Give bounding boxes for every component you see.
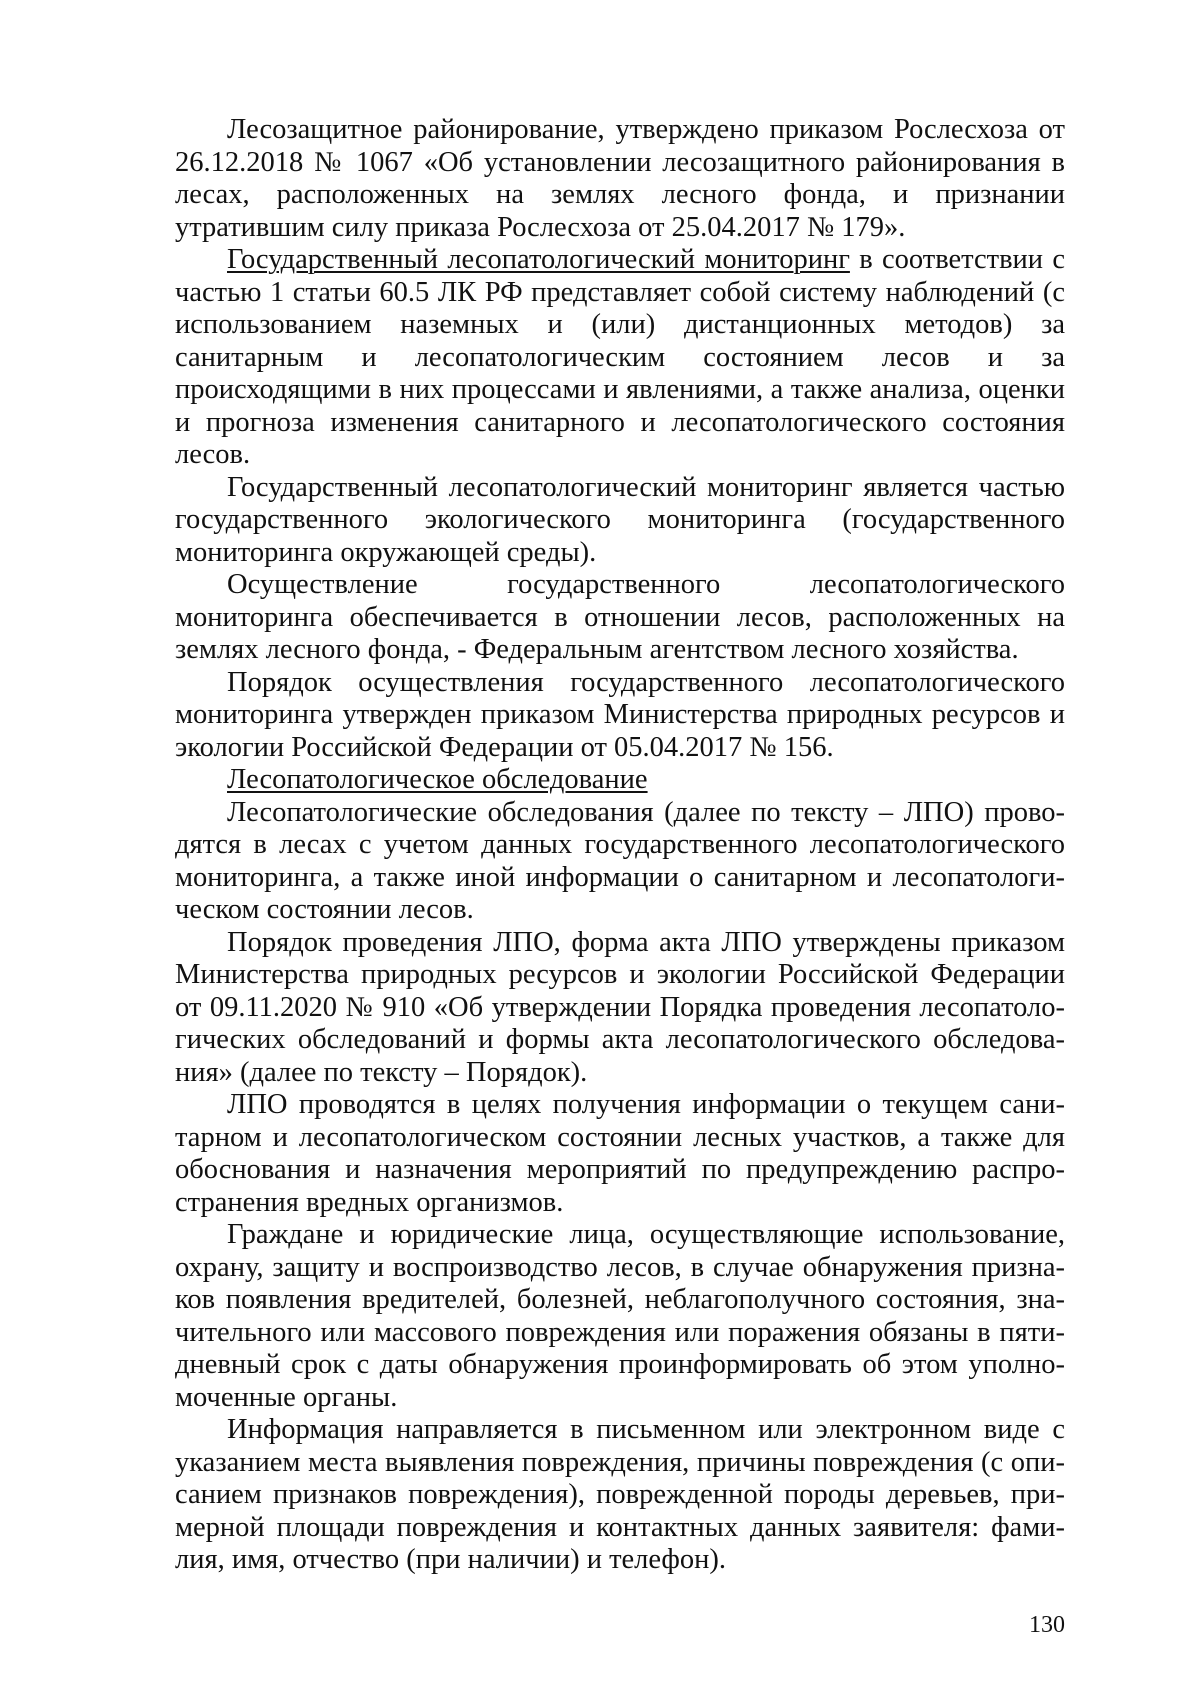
paragraph-lpo-purpose: ЛПО проводятся в целях получения информации о текущем санитарном и лесопатологическом состоянии лесных участков, а также для обоснования и назначения мероприятий по предупреждению распространения вредных организмов. bbox=[175, 1089, 1065, 1218]
paragraph-zoning: Лесозащитное районирование, утверждено приказом Рослесхоза от 26.12.2018 № 1067 «Об установлении лесозащитного районирования в лесах, расположенных на землях лесного фонда, и признании утратившим силу приказа Рослесхоза от 25.04.2017 № 179». bbox=[175, 114, 1065, 243]
underlined-term: Государственный лесопатологический мониторинг bbox=[227, 244, 850, 275]
page-number: 130 bbox=[1029, 1612, 1065, 1638]
section-heading: Лесопатологическое обследование bbox=[227, 764, 648, 795]
paragraph-monitoring-order: Порядок осуществления государственного лесопатологического мониторинга утвержден приказом Министерства природных ресурсов и экологии Российской Федерации от 05.04.2017 № 156. bbox=[175, 666, 1065, 763]
document-page bbox=[175, 114, 1065, 1577]
paragraph-citizens-duty: Граждане и юридические лица, осуществляющие использование, охрану, защиту и воспроизводство лесов, в случае обнаружения признаков появления вредителей, болезней, неблагополучного состояния, значительного или массового повреждения или поражения обязаны в пятидневный срок с даты обнаружения проинформировать об этом уполномоченные органы. bbox=[175, 1219, 1065, 1413]
paragraph-lpo-definition: Лесопатологические обследования (далее по тексту – ЛПО) проводятся в лесах с учетом данных государственного лесопатологического мониторинга, а также иной информации о санитарном и лесопатологическом состоянии лесов. bbox=[175, 796, 1065, 925]
paragraph-information-format: Информация направляется в письменном или электронном виде с указанием места выявления повреждения, причины повреждения (с описанием признаков повреждения), поврежденной породы деревьев, примерной площади повреждения и контактных данных заявителя: фамилия, имя, отчество (при наличии) и телефон). bbox=[175, 1414, 1065, 1575]
paragraph-monitoring-part: Государственный лесопатологический мониторинг является частью государственного экологического мониторинга (государственного мониторинга окружающей среды). bbox=[175, 471, 1065, 568]
paragraph-lpo-order: Порядок проведения ЛПО, форма акта ЛПО утверждены приказом Министерства природных ресурсов и экологии Российской Федерации от 09.11.2020 № 910 «Об утверждении Порядка проведения лесопатологических обследований и формы акта лесопатологического обследования» (далее по тексту – Порядок). bbox=[175, 926, 1065, 1088]
paragraph-monitoring-definition: Государственный лесопатологический мониторинг в соответствии с частью 1 статьи 60.5 ЛК РФ представляет собой систему наблюдений (с использованием наземных и (или) дистанционных методов) за санитарным и лесопатологическим состоянием лесов и за происходящими в них процессами и явлениями, а также анализа, оценки и прогноза изменения санитарного и лесопатологического состояния лесов. bbox=[175, 244, 1065, 470]
paragraph-monitoring-agency: Осуществление государственного лесопатологического мониторинга обеспечивается в отношении лесов, расположенных на землях лесного фонда, - Федеральным агентством лесного хозяйства. bbox=[175, 569, 1065, 665]
